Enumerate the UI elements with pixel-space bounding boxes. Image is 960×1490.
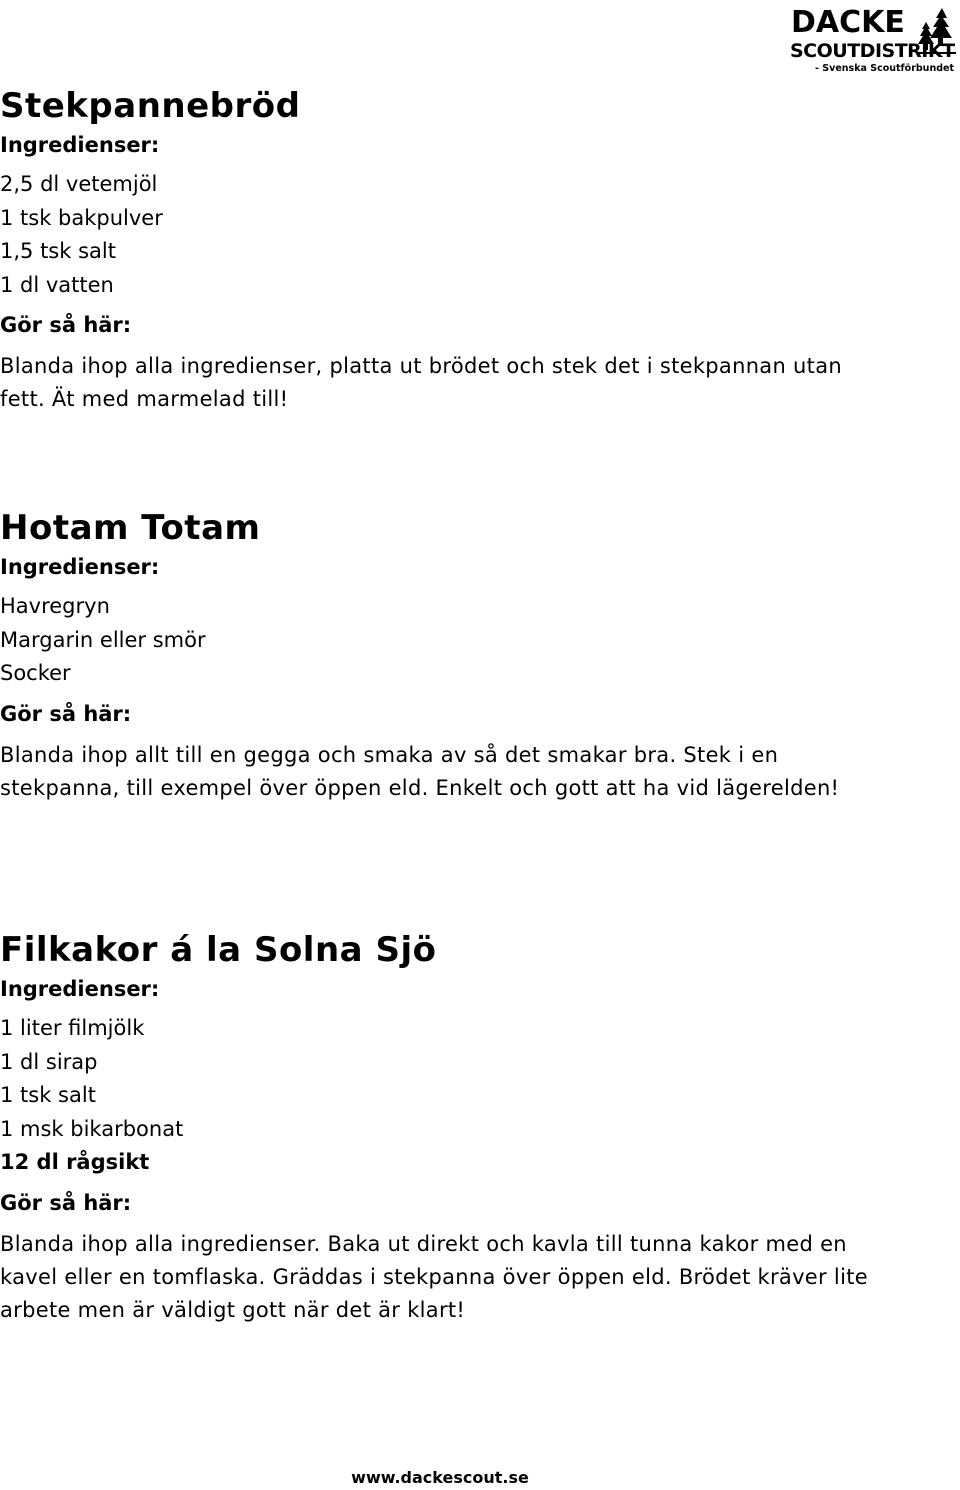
ingredient-item: 12 dl rågsikt xyxy=(0,1150,150,1174)
logo-line-dacke: DACKE xyxy=(791,5,905,40)
ingredient-list xyxy=(0,168,880,302)
ingredient-item: 1 msk bikarbonat xyxy=(0,1116,184,1141)
method-label: Gör så här: xyxy=(0,701,132,726)
ingredients-label: Ingredienser: xyxy=(0,555,160,579)
method-label: Gör så här: xyxy=(0,313,132,337)
ingredient-list xyxy=(0,1012,880,1180)
ingredients-label: Ingredienser: xyxy=(0,133,160,157)
method-text: Blanda ihop alla ingredienser, platta ut brödet och stek det i stekpannan utan fett. Ät med marmelad till! xyxy=(0,354,842,411)
ingredient-item: 1 dl vatten xyxy=(0,272,114,297)
ingredient-item: 1,5 tsk salt xyxy=(0,239,116,263)
recipe-hotam-totam xyxy=(0,506,880,805)
ingredient-item: Socker xyxy=(0,661,71,685)
ingredient-item: Margarin eller smör xyxy=(0,627,206,652)
ingredient-list xyxy=(0,590,880,691)
recipe-title: Stekpannebröd xyxy=(0,86,301,126)
recipe-stekpannebrod xyxy=(0,84,880,416)
ingredient-item: 1 tsk bakpulver xyxy=(0,205,163,230)
ingredient-item: Havregryn xyxy=(0,594,110,618)
logo-line-scoutforbundet: - Svenska Scoutförbundet xyxy=(815,63,954,74)
ingredient-item: 2,5 dl vetemjöl xyxy=(0,172,158,196)
method-text: Blanda ihop allt till en gegga och smaka av så det smakar bra. Stek i en stekpanna, till exempel över öppen eld. Enkelt och gott att ha vid lägerelden! xyxy=(0,742,840,800)
recipe-title: Hotam Totam xyxy=(0,508,261,548)
logo-line-scoutdistrikt: SCOUTDISTRIKT xyxy=(790,40,955,62)
method-text: Blanda ihop alla ingredienser. Baka ut direkt och kavla till tunna kakor med en kavel eller en tomflaska. Gräddas i stekpanna över öppen eld. Brödet kräver lite arbete men är väldigt gott när det är klart! xyxy=(0,1231,868,1322)
ingredient-item: 1 dl sirap xyxy=(0,1049,98,1074)
recipe-title: Filkakor á la Solna Sjö xyxy=(0,930,437,970)
ingredients-label: Ingredienser: xyxy=(0,977,160,1001)
recipe-filkakor xyxy=(0,928,880,1327)
ingredient-item: 1 tsk salt xyxy=(0,1083,96,1107)
footer-url: www.dackescout.se xyxy=(351,1468,529,1487)
ingredient-item: 1 liter filmjölk xyxy=(0,1016,145,1040)
dacke-logo xyxy=(790,5,956,78)
method-label: Gör så här: xyxy=(0,1190,132,1215)
